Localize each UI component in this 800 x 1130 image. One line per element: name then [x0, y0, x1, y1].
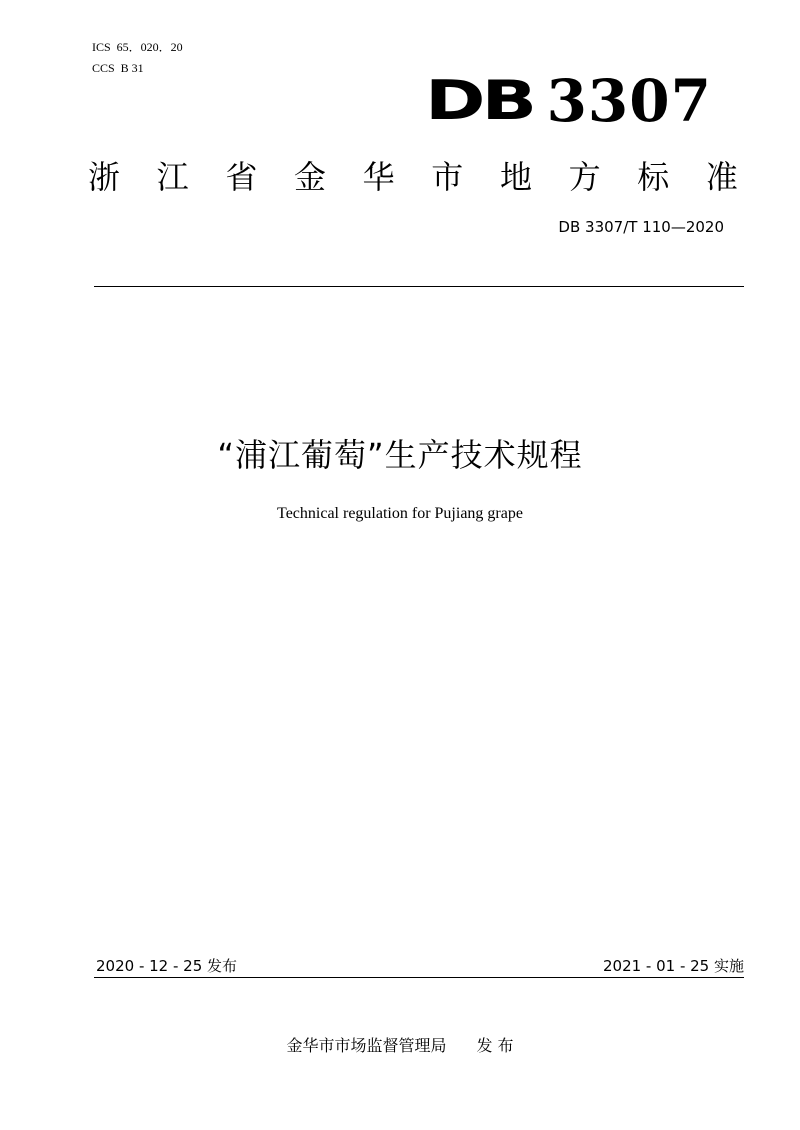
publish-date: 2020 - 12 - 25 发布: [96, 957, 238, 975]
standard-type-title: [88, 152, 738, 198]
standard-mark-prefix: DB: [424, 69, 533, 132]
top-divider: [94, 286, 744, 287]
issuer-line: [0, 1033, 800, 1056]
title-char: 华: [362, 158, 395, 196]
ccs-classification: CCS B 31: [92, 61, 144, 75]
title-char: 江: [156, 158, 189, 196]
title-char: 地: [499, 158, 532, 196]
standard-mark-code: 3307: [546, 67, 712, 135]
title-char: 市: [431, 158, 464, 196]
title-char: 省: [225, 158, 258, 196]
standard-number: DB 3307/T 110—2020: [558, 218, 724, 236]
title-char: 方: [568, 158, 601, 196]
title-char: 准: [705, 158, 738, 196]
title-char: 标: [637, 158, 670, 196]
ics-classification: ICS 65．020．20: [92, 40, 183, 54]
document-title: “浦江葡萄”生产技术规程: [217, 436, 583, 474]
issuer-name: 金华市市场监督管理局: [286, 1036, 447, 1055]
standard-mark: [424, 66, 712, 136]
bottom-divider: [94, 977, 744, 978]
implement-date: 2021 - 01 - 25 实施: [602, 957, 744, 975]
document-subtitle: Technical regulation for Pujiang grape: [277, 505, 523, 522]
title-char: 金: [293, 158, 326, 196]
issuer-action: 发 布: [476, 1036, 514, 1055]
title-char: 浙: [88, 158, 121, 196]
